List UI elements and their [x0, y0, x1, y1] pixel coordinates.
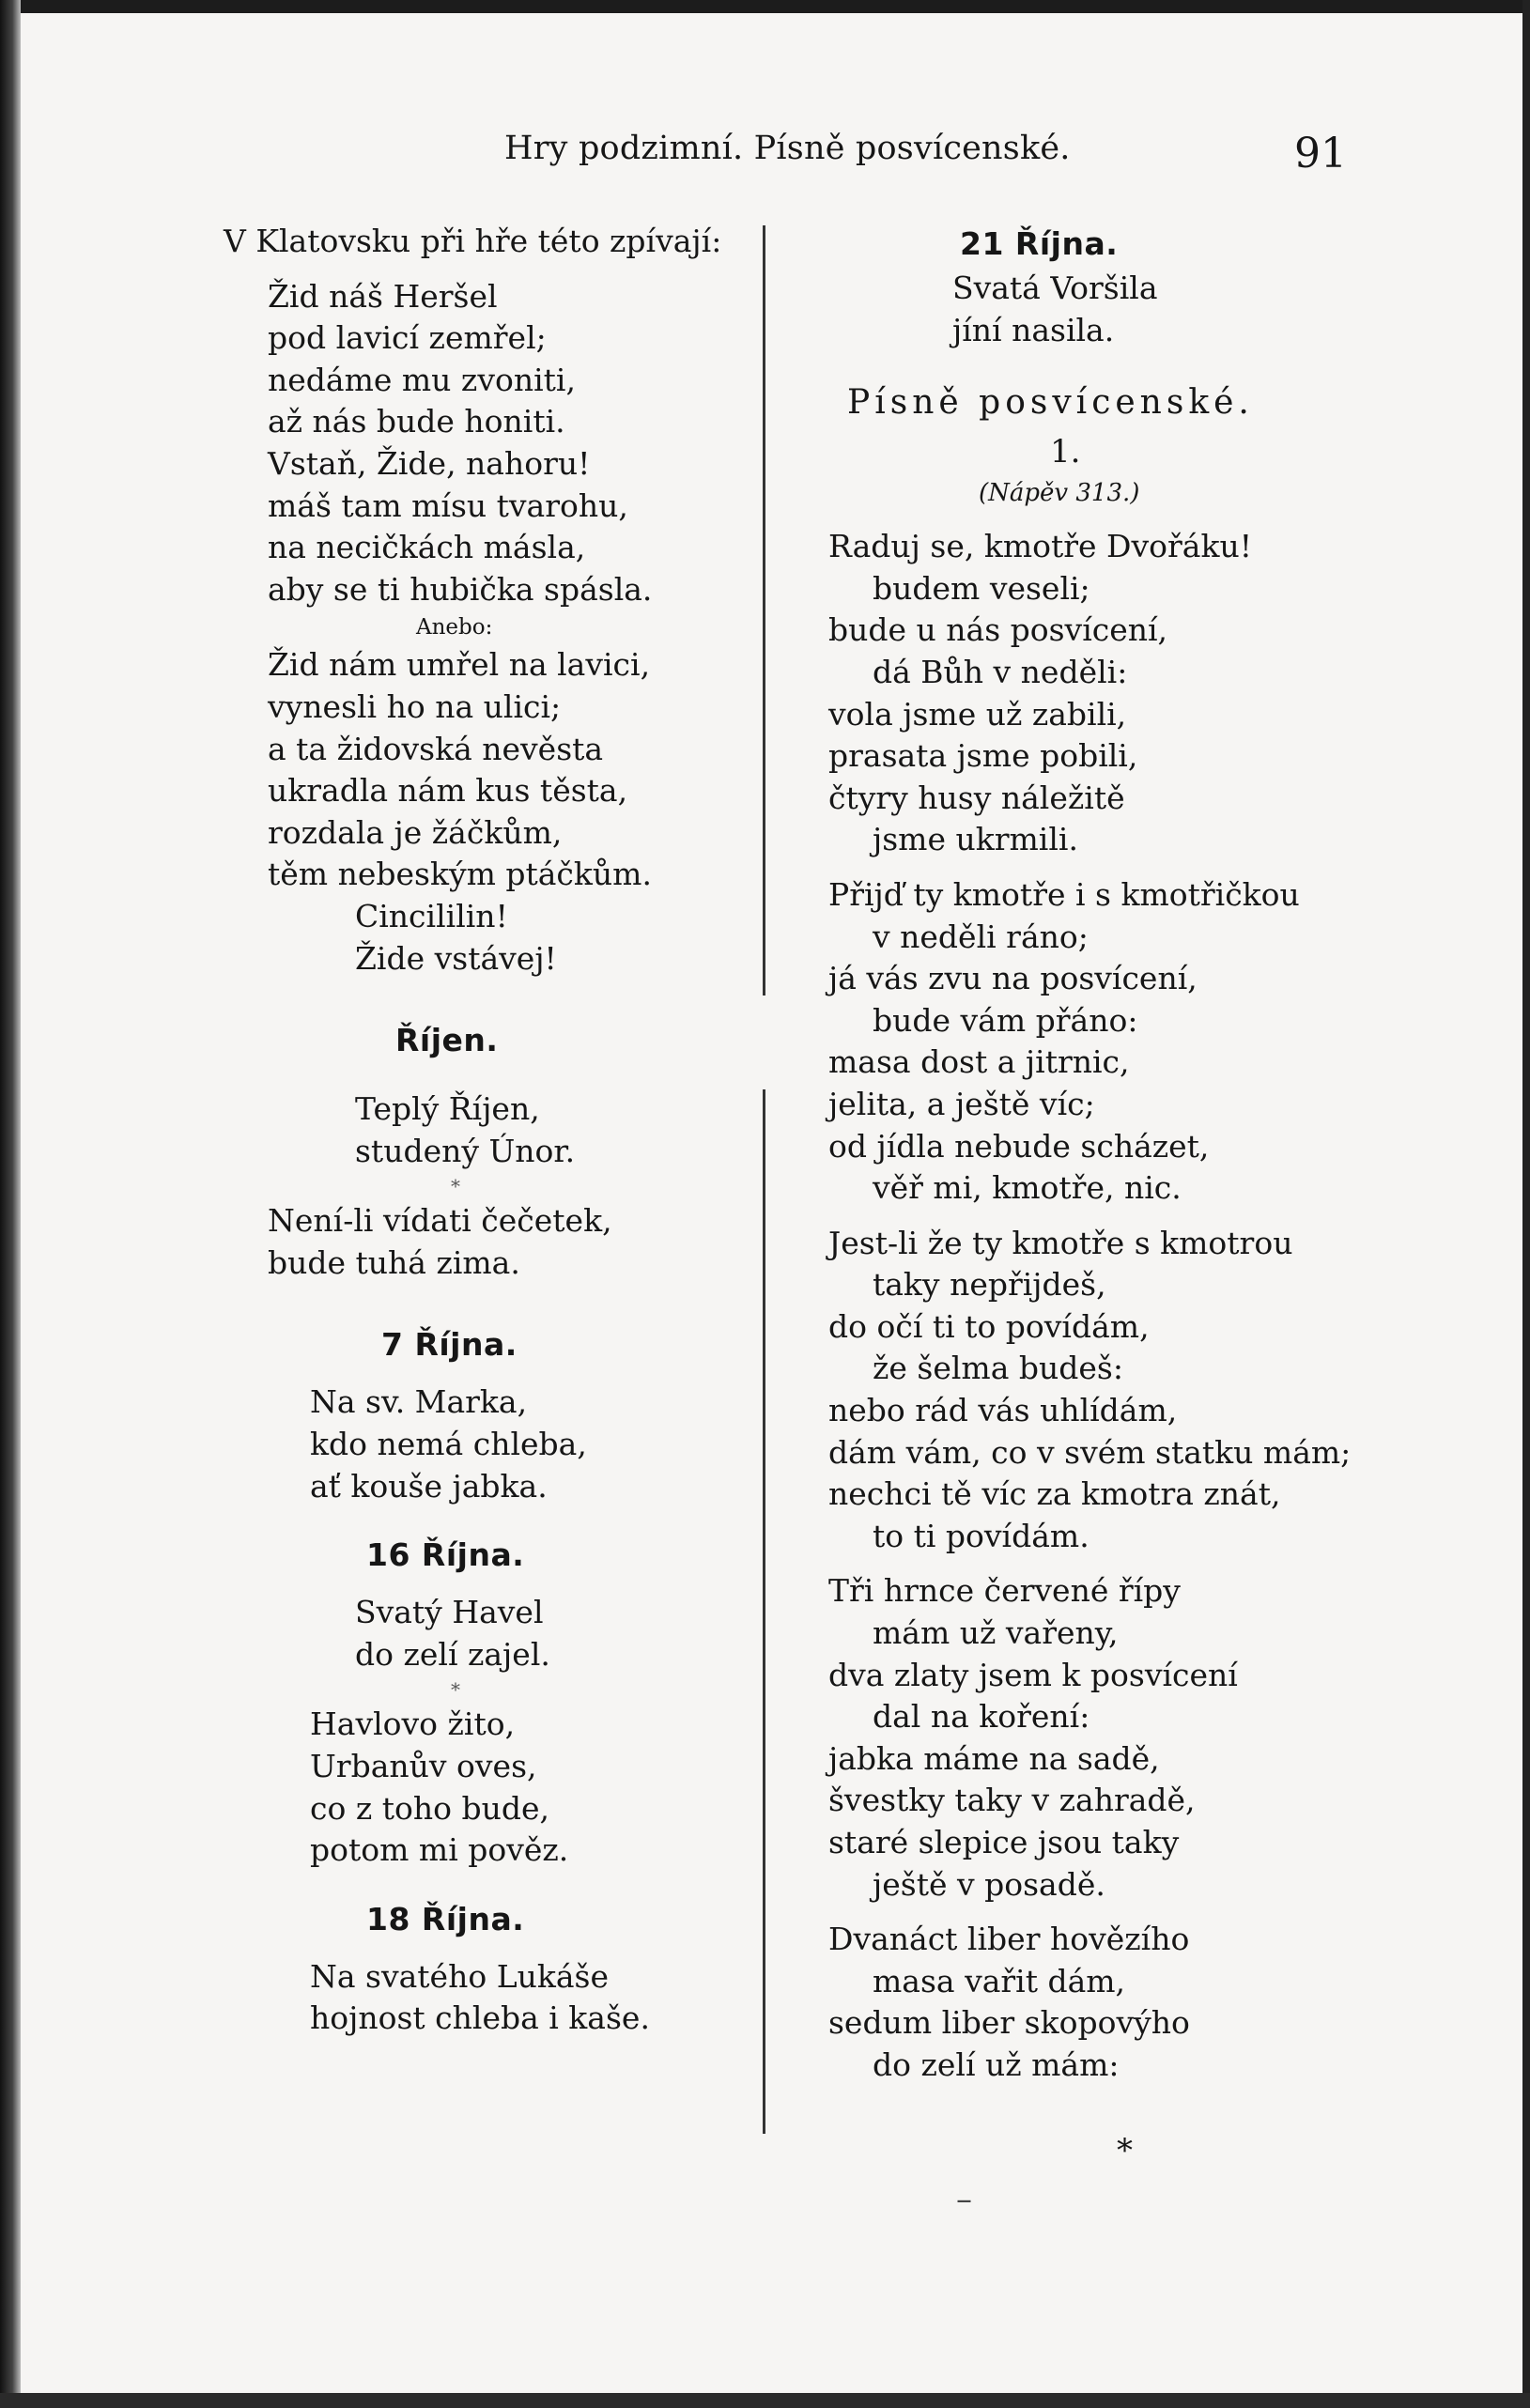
- verse-line: jelita, a ještě víc;: [828, 1085, 1095, 1122]
- page-number: 91: [1294, 130, 1347, 178]
- song-number: 1.: [1050, 433, 1081, 471]
- song-hersel: [224, 276, 750, 611]
- verse-line: švestky taky v zahradě,: [828, 1782, 1196, 1819]
- verse-line: aby se ti hubička spásla.: [268, 570, 653, 608]
- verse-line: Není-li vídati čečetek,: [268, 1202, 612, 1240]
- verse-line: nedáme mu zvoniti,: [268, 361, 576, 398]
- verse-line: Jest-li že ty kmotře s kmotrou: [828, 1224, 1293, 1261]
- verse-line: Raduj se, kmotře Dvořáku!: [828, 528, 1252, 565]
- verse-line: jabka máme na sadě,: [828, 1739, 1160, 1777]
- verse-line: kdo nemá chleba,: [310, 1426, 587, 1463]
- verse-line: na necičkách másla,: [268, 529, 586, 566]
- verse-line: masa dost a jitrnic,: [828, 1043, 1130, 1081]
- stanza-2: [828, 874, 1354, 1210]
- scan-top-edge: [0, 0, 1530, 13]
- verse-line: budem veseli;: [873, 569, 1090, 607]
- separator-asterisk: *: [451, 1678, 460, 1702]
- stanza-1: [828, 526, 1354, 861]
- verse-line: masa vařit dám,: [873, 1962, 1126, 1999]
- verse-line: do očí ti to povídám,: [828, 1307, 1150, 1345]
- verse-line: Žid nám umřel na lavici,: [268, 646, 651, 684]
- verse-line: ukradla nám kus těsta,: [268, 772, 628, 810]
- column-divider-upper: [763, 225, 765, 996]
- date-heading: 18 Října.: [366, 1900, 525, 1937]
- verse-line: vynesli ho na ulici;: [268, 687, 562, 725]
- verse-line: Svatá Voršila: [952, 270, 1158, 306]
- verse-line: dám vám, co v svém statku mám;: [828, 1433, 1352, 1471]
- footer-dash: –: [956, 2181, 972, 2218]
- verse-line: staré slepice jsou taky: [828, 1824, 1180, 1860]
- verse-line: že šelma budeš:: [873, 1350, 1123, 1387]
- intro-line: V Klatovsku při hře této zpívají:: [224, 223, 722, 259]
- verse-line: Na sv. Marka,: [310, 1383, 528, 1421]
- verse-line: studený Únor.: [355, 1132, 576, 1169]
- running-header: Hry podzimní. Písně posvícenské.: [504, 130, 1071, 167]
- verse-line: já vás zvu na posvícení,: [828, 960, 1198, 997]
- verse-line: od jídla nebude scházet,: [828, 1127, 1210, 1165]
- verse-line: vola jsme už zabili,: [828, 695, 1127, 733]
- melody-reference: (Nápěv 313.): [979, 479, 1140, 508]
- verse-line: co z toho bude,: [310, 1789, 549, 1827]
- verse-line: mám už vařeny,: [873, 1614, 1119, 1652]
- verse-line: nechci tě víc za kmotra znát,: [828, 1475, 1281, 1513]
- verse-line: Žide vstávej!: [355, 939, 557, 977]
- date-heading: 16 Října.: [366, 1536, 525, 1574]
- stanza-4: [828, 1570, 1354, 1906]
- verse-line: taky nepřijdeš,: [873, 1266, 1106, 1304]
- verse-line: v neděli ráno;: [873, 918, 1089, 955]
- verse-line: až nás bude honiti.: [268, 403, 565, 440]
- verse-line: prasata jsme pobili,: [828, 737, 1138, 775]
- date-heading: 7 Října.: [381, 1326, 518, 1364]
- month-heading: Říjen.: [395, 1022, 499, 1059]
- verse-line: Havlovo žito,: [310, 1706, 516, 1743]
- verse-line: pod lavicí zemřel;: [268, 319, 547, 357]
- verse-line: to ti povídám.: [873, 1517, 1090, 1554]
- verse-line: máš tam mísu tvarohu,: [268, 486, 628, 524]
- left-column: [224, 221, 750, 2040]
- verse-line: čtyry husy náležitě: [828, 779, 1125, 816]
- verse-line: Cincililin!: [355, 897, 508, 934]
- verse-line: dva zlaty jsem k posvícení: [828, 1656, 1238, 1693]
- right-column: [828, 221, 1354, 2087]
- section-title: Písně posvícenské.: [847, 383, 1254, 423]
- book-binding-edge: [0, 0, 21, 2408]
- verse-line: bude vám přáno:: [873, 1001, 1138, 1039]
- scan-bottom-edge: [0, 2393, 1530, 2408]
- verse-line: do zelí zajel.: [355, 1635, 550, 1673]
- verse-line: Vstaň, Žide, nahoru!: [268, 444, 591, 482]
- verse-line: rozdala je žáčkům,: [268, 813, 563, 851]
- anebo-label: Anebo:: [416, 615, 493, 641]
- verse-line: nebo rád vás uhlídám,: [828, 1392, 1178, 1429]
- verse-line: dal na koření:: [873, 1698, 1090, 1736]
- verse-line: Urbanův oves,: [310, 1748, 537, 1785]
- stanza-3: [828, 1223, 1354, 1558]
- separator-asterisk: *: [451, 1175, 460, 1198]
- verse-line: Dvanáct liber hovězího: [828, 1921, 1190, 1958]
- verse-line: bude u nás posvícení,: [828, 611, 1168, 649]
- verse-line: potom mi pověz.: [310, 1831, 569, 1869]
- verse-line: těm nebeským ptáčkům.: [268, 856, 652, 893]
- verse-line: ještě v posadě.: [873, 1865, 1105, 1903]
- verse-line: Žid náš Heršel: [268, 277, 498, 315]
- verse-line: Svatý Havel: [355, 1594, 544, 1631]
- column-divider-lower: [763, 1089, 765, 2134]
- verse-line: ať kouše jabka.: [310, 1467, 548, 1505]
- verse-line: dá Bůh v neděli:: [873, 653, 1128, 690]
- verse-line: jsme ukrmili.: [873, 821, 1078, 858]
- verse-line: a ta židovská nevěsta: [268, 730, 604, 767]
- stanza-5: [828, 1919, 1354, 2086]
- verse-line: Teplý Říjen,: [355, 1090, 540, 1128]
- verse-line: Tři hrnce červené řípy: [828, 1572, 1181, 1610]
- verse-line: Přijď ty kmotře i s kmotřičkou: [828, 875, 1300, 913]
- verse-line: sedum liber skopovýho: [828, 2004, 1190, 2042]
- song-zid: [224, 644, 750, 980]
- verse-line: jíní nasila.: [952, 311, 1115, 348]
- date-heading: 21 Října.: [960, 225, 1119, 262]
- catchword-asterisk: *: [1117, 2132, 1133, 2169]
- verse-line: do zelí už mám:: [873, 2045, 1120, 2083]
- verse-line: bude tuhá zima.: [268, 1243, 520, 1281]
- verse-line: hojnost chleba i kaše.: [310, 1999, 650, 2037]
- verse-line: Na svatého Lukáše: [310, 1957, 609, 1995]
- verse-line: věř mi, kmotře, nic.: [873, 1169, 1182, 1207]
- scan-right-edge: [1522, 0, 1530, 2408]
